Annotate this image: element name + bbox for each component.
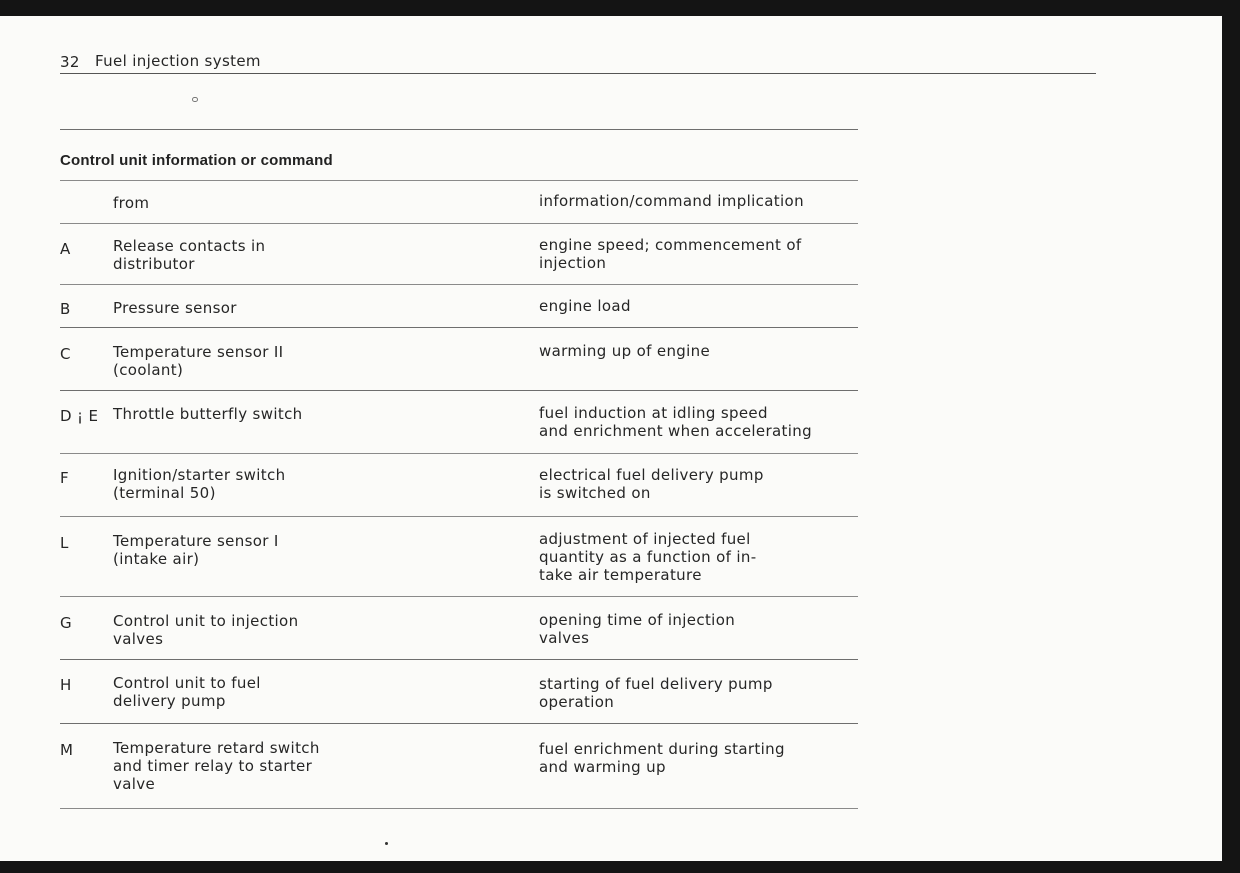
row-code: G — [60, 614, 72, 632]
row-code: C — [60, 345, 71, 363]
row-from: Pressure sensor — [113, 299, 237, 317]
row-from: Temperature sensor II (coolant) — [113, 343, 284, 379]
row-implication: engine load — [539, 297, 631, 315]
row-implication: starting of fuel delivery pump operation — [539, 675, 773, 711]
print-speck — [192, 97, 198, 102]
column-header-implication: information/command implication — [539, 192, 804, 210]
row-rule — [60, 516, 858, 517]
book-page — [0, 16, 1222, 861]
row-from: Ignition/starter switch (terminal 50) — [113, 466, 286, 502]
row-implication: warming up of engine — [539, 342, 711, 360]
page-number: 32 — [60, 53, 80, 71]
title-rule — [60, 180, 858, 181]
row-code: H — [60, 676, 72, 694]
row-implication: electrical fuel delivery pump is switched on — [539, 466, 764, 502]
chapter-title: Fuel injection system — [95, 52, 261, 70]
section-title-text: Control unit information or command — [60, 152, 333, 169]
table-bottom-rule — [60, 808, 858, 809]
row-from: Control unit to fuel delivery pump — [113, 674, 261, 710]
row-code: A — [60, 240, 71, 258]
header-rule-bottom — [60, 223, 858, 224]
row-from: Release contacts in distributor — [113, 237, 266, 273]
table-top-rule — [60, 129, 858, 130]
print-speck — [385, 842, 388, 845]
row-code: B — [60, 300, 71, 318]
row-from: Temperature sensor I (intake air) — [113, 532, 279, 568]
row-rule — [60, 390, 858, 391]
row-code: M — [60, 741, 74, 759]
row-code: F — [60, 469, 69, 487]
header-rule — [60, 73, 1096, 74]
section-title — [60, 150, 333, 169]
row-rule — [60, 327, 858, 328]
column-header-from: from — [113, 194, 150, 212]
row-rule — [60, 659, 858, 660]
row-implication: fuel induction at idling speed and enrichment when accelerating — [539, 404, 813, 440]
row-rule — [60, 723, 858, 724]
row-implication: fuel enrichment during starting and warming up — [539, 740, 785, 776]
row-implication: adjustment of injected fuel quantity as a function of in- take air temperature — [539, 530, 757, 584]
row-implication: opening time of injection valves — [539, 611, 736, 647]
row-implication: engine speed; commencement of injection — [539, 236, 802, 272]
row-rule — [60, 453, 858, 454]
row-from: Throttle butterfly switch — [113, 405, 303, 423]
row-rule — [60, 284, 858, 285]
row-code: L — [60, 534, 69, 552]
row-code: D ¡ E — [60, 407, 99, 425]
row-from: Temperature retard switch and timer relay to starter valve — [113, 739, 320, 793]
row-rule — [60, 596, 858, 597]
row-from: Control unit to injection valves — [113, 612, 299, 648]
